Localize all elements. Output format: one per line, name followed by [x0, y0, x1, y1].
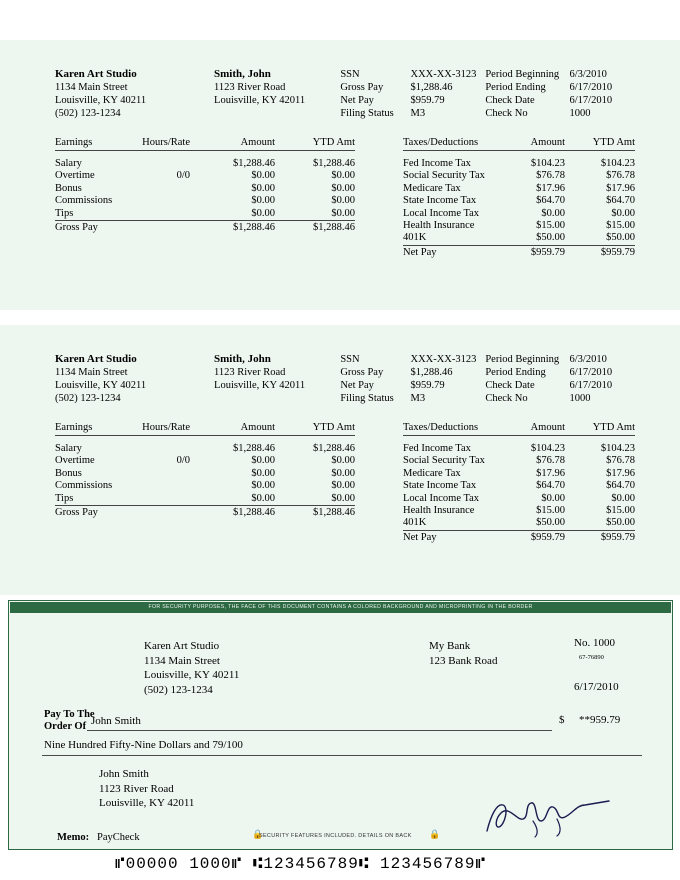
- table-row: Fed Income Tax $104.23 $104.23: [403, 158, 635, 169]
- employee-name: Smith, John: [214, 68, 271, 80]
- table-row: Health Insurance $15.00 $15.00: [403, 220, 635, 232]
- security-features-note: SECURITY FEATURES INCLUDED. DETAILS ON BACK: [259, 833, 412, 839]
- deductions-header-row: [403, 421, 635, 436]
- employee-name: Smith, John: [214, 353, 271, 365]
- check-date-value: 6/17/2010: [569, 95, 613, 106]
- earnings-col-hours: Hours/Rate: [120, 421, 190, 436]
- employer-block: [55, 353, 214, 405]
- bank-name: My Bank: [429, 640, 471, 652]
- table-row: Tips $0.00 $0.00: [55, 207, 355, 219]
- filing-status-value: M3: [410, 108, 426, 119]
- deductions-total-row: Net Pay $959.79 $959.79: [403, 531, 635, 543]
- signature-mark: [481, 791, 616, 839]
- employer-name: Karen Art Studio: [55, 68, 137, 80]
- bank-address: 123 Bank Road: [429, 654, 498, 667]
- employee-block: [214, 68, 340, 107]
- payee-address-1: 1123 River Road: [99, 782, 174, 795]
- routing-fraction: 67-76890: [579, 654, 604, 661]
- table-row: Bonus $0.00 $0.00: [55, 182, 355, 194]
- lock-icon-left: 🔒: [252, 829, 264, 839]
- net-pay-label: Net Pay: [340, 95, 374, 106]
- table-row: Commissions $0.00 $0.00: [55, 480, 355, 492]
- pay-info-right-values: [570, 68, 635, 120]
- deductions-col-ytd: YTD Amt: [565, 421, 635, 436]
- payee-name: John Smith: [91, 715, 141, 727]
- memo-label: Memo:: [57, 832, 90, 843]
- table-row: 401K $50.00 $50.00: [403, 517, 635, 529]
- earnings-total-row: Gross Pay $1,288.46 $1,288.46: [55, 507, 355, 519]
- employee-address-1: 1123 River Road: [214, 367, 286, 378]
- employee-address-2: Louisville, KY 42011: [214, 380, 306, 391]
- employer-block: [55, 68, 214, 120]
- table-row: Overtime 0/0 $0.00 $0.00: [55, 455, 355, 467]
- earnings-table: [55, 421, 355, 544]
- gross-pay-label: Gross Pay: [340, 367, 384, 378]
- check-no-label: Check No: [485, 393, 528, 404]
- check-date: 6/17/2010: [574, 681, 619, 693]
- payee-address-name: John Smith: [99, 768, 149, 780]
- table-row: State Income Tax $64.70 $64.70: [403, 480, 635, 492]
- pay-info-right-labels: [485, 68, 569, 120]
- earnings-col-ytd: YTD Amt: [275, 421, 355, 436]
- employer-address-2: Louisville, KY 40211: [55, 95, 147, 106]
- table-row: Commissions $0.00 $0.00: [55, 195, 355, 207]
- check-no-value: 1000: [569, 108, 591, 119]
- earnings-col-ytd: YTD Amt: [275, 136, 355, 151]
- deductions-col-name: Taxes/Deductions: [403, 421, 490, 436]
- payee-address-block: [99, 767, 194, 811]
- stub-tables: [55, 421, 635, 544]
- stub-header: [55, 68, 635, 120]
- period-ending-value: 6/17/2010: [569, 367, 613, 378]
- amount-words-rule: [42, 755, 642, 756]
- filing-status-value: M3: [410, 393, 426, 404]
- pay-to-line-1: Pay To The: [44, 709, 95, 720]
- earnings-col-hours: Hours/Rate: [120, 136, 190, 151]
- pay-info-left-values: [410, 353, 485, 405]
- table-row: Fed Income Tax $104.23 $104.23: [403, 443, 635, 454]
- gross-pay-value: $1,288.46: [410, 82, 453, 93]
- check-company-address-2: Louisville, KY 40211: [144, 669, 240, 681]
- dollar-sign: $: [559, 714, 565, 726]
- amount-in-words: Nine Hundred Fifty-Nine Dollars and 79/100: [44, 739, 243, 751]
- deductions-col-amount: Amount: [490, 136, 565, 151]
- stub-tables: [55, 136, 635, 259]
- employer-name: Karen Art Studio: [55, 353, 137, 365]
- net-pay-value: $959.79: [410, 95, 445, 106]
- pay-stub-copy-1: [0, 40, 680, 310]
- period-beginning-value: 6/3/2010: [569, 354, 607, 365]
- employer-address-1: 1134 Main Street: [55, 82, 128, 93]
- deductions-col-ytd: YTD Amt: [565, 136, 635, 151]
- pay-info-left-labels: [340, 68, 410, 120]
- pay-info-right-labels: [485, 353, 569, 405]
- check-date-label: Check Date: [485, 95, 535, 106]
- gross-pay-label: Gross Pay: [340, 82, 384, 93]
- table-row: Medicare Tax $17.96 $17.96: [403, 182, 635, 194]
- employer-address-1: 1134 Main Street: [55, 367, 128, 378]
- earnings-total-row: Gross Pay $1,288.46 $1,288.46: [55, 222, 355, 234]
- check-company-phone: (502) 123-1234: [144, 683, 213, 696]
- amount-numeric: **959.79: [579, 714, 621, 726]
- table-row: Salary $1,288.46 $1,288.46: [55, 443, 355, 454]
- pay-info-left-values: [410, 68, 485, 120]
- earnings-header-row: [55, 421, 355, 436]
- check-number: No. 1000: [574, 637, 615, 649]
- table-row: Local Income Tax $0.00 $0.00: [403, 492, 635, 504]
- employee-address-2: Louisville, KY 42011: [214, 95, 306, 106]
- table-row: Salary $1,288.46 $1,288.46: [55, 158, 355, 169]
- earnings-header-row: [55, 136, 355, 151]
- employer-phone: (502) 123-1234: [55, 393, 121, 404]
- check-date-label: Check Date: [485, 380, 535, 391]
- earnings-col-name: Earnings: [55, 136, 120, 151]
- table-row: Medicare Tax $17.96 $17.96: [403, 467, 635, 479]
- table-row: State Income Tax $64.70 $64.70: [403, 195, 635, 207]
- gross-pay-value: $1,288.46: [410, 367, 453, 378]
- memo-value: PayCheck: [97, 832, 140, 843]
- bank-block: [429, 639, 497, 668]
- lock-icon-right: 🔒: [429, 829, 441, 839]
- deductions-table: [403, 136, 635, 259]
- filing-status-label: Filing Status: [340, 393, 394, 404]
- check-company-address-1: 1134 Main Street: [144, 654, 220, 667]
- net-pay-value: $959.79: [410, 380, 445, 391]
- period-ending-label: Period Ending: [485, 367, 546, 378]
- pay-stub-copy-2: [0, 325, 680, 595]
- payee-address-2: Louisville, KY 42011: [99, 797, 195, 809]
- employee-address-1: 1123 River Road: [214, 82, 286, 93]
- period-beginning-label: Period Beginning: [485, 354, 560, 365]
- check-company-block: [144, 639, 239, 697]
- employee-block: [214, 353, 340, 392]
- check-no-value: 1000: [569, 393, 591, 404]
- deductions-total-row: Net Pay $959.79 $959.79: [403, 246, 635, 258]
- table-row: Bonus $0.00 $0.00: [55, 467, 355, 479]
- table-row: Overtime 0/0 $0.00 $0.00: [55, 170, 355, 182]
- filing-status-label: Filing Status: [340, 108, 394, 119]
- earnings-col-amount: Amount: [190, 421, 275, 436]
- check-no-label: Check No: [485, 108, 528, 119]
- period-ending-value: 6/17/2010: [569, 82, 613, 93]
- deductions-table: [403, 421, 635, 544]
- table-row: Tips $0.00 $0.00: [55, 492, 355, 504]
- period-ending-label: Period Ending: [485, 82, 546, 93]
- ssn-label: SSN: [340, 69, 360, 80]
- ssn-label: SSN: [340, 354, 360, 365]
- deductions-header-row: [403, 136, 635, 151]
- period-beginning-label: Period Beginning: [485, 69, 560, 80]
- earnings-col-amount: Amount: [190, 136, 275, 151]
- earnings-table: [55, 136, 355, 259]
- deductions-col-amount: Amount: [490, 421, 565, 436]
- ssn-value: XXX-XX-3123: [410, 354, 477, 365]
- stub-header: [55, 353, 635, 405]
- pay-info-right-values: [570, 353, 635, 405]
- payee-rule: [87, 730, 552, 731]
- employer-phone: (502) 123-1234: [55, 108, 121, 119]
- ssn-value: XXX-XX-3123: [410, 69, 477, 80]
- employer-address-2: Louisville, KY 40211: [55, 380, 147, 391]
- period-beginning-value: 6/3/2010: [569, 69, 607, 80]
- check-company-name: Karen Art Studio: [144, 640, 220, 652]
- security-notice-bar: FOR SECURITY PURPOSES, THE FACE OF THIS DOCUMENT CONTAINS A COLORED BACKGROUND AND MICROPRINTING IN THE BORDER: [10, 602, 671, 613]
- table-row: Local Income Tax $0.00 $0.00: [403, 207, 635, 219]
- pay-to-line-2: Order Of: [44, 721, 87, 732]
- table-row: Health Insurance $15.00 $15.00: [403, 505, 635, 517]
- earnings-col-name: Earnings: [55, 421, 120, 436]
- check-date-value: 6/17/2010: [569, 380, 613, 391]
- table-row: Social Security Tax $76.78 $76.78: [403, 170, 635, 182]
- table-row: 401K $50.00 $50.00: [403, 232, 635, 244]
- net-pay-label: Net Pay: [340, 380, 374, 391]
- pay-info-left-labels: [340, 353, 410, 405]
- table-row: Social Security Tax $76.78 $76.78: [403, 455, 635, 467]
- deductions-col-name: Taxes/Deductions: [403, 136, 490, 151]
- micr-line: ⑈00000 1000⑈ ⑆123456789⑆ 123456789⑈: [115, 855, 487, 873]
- check-body: [8, 600, 673, 850]
